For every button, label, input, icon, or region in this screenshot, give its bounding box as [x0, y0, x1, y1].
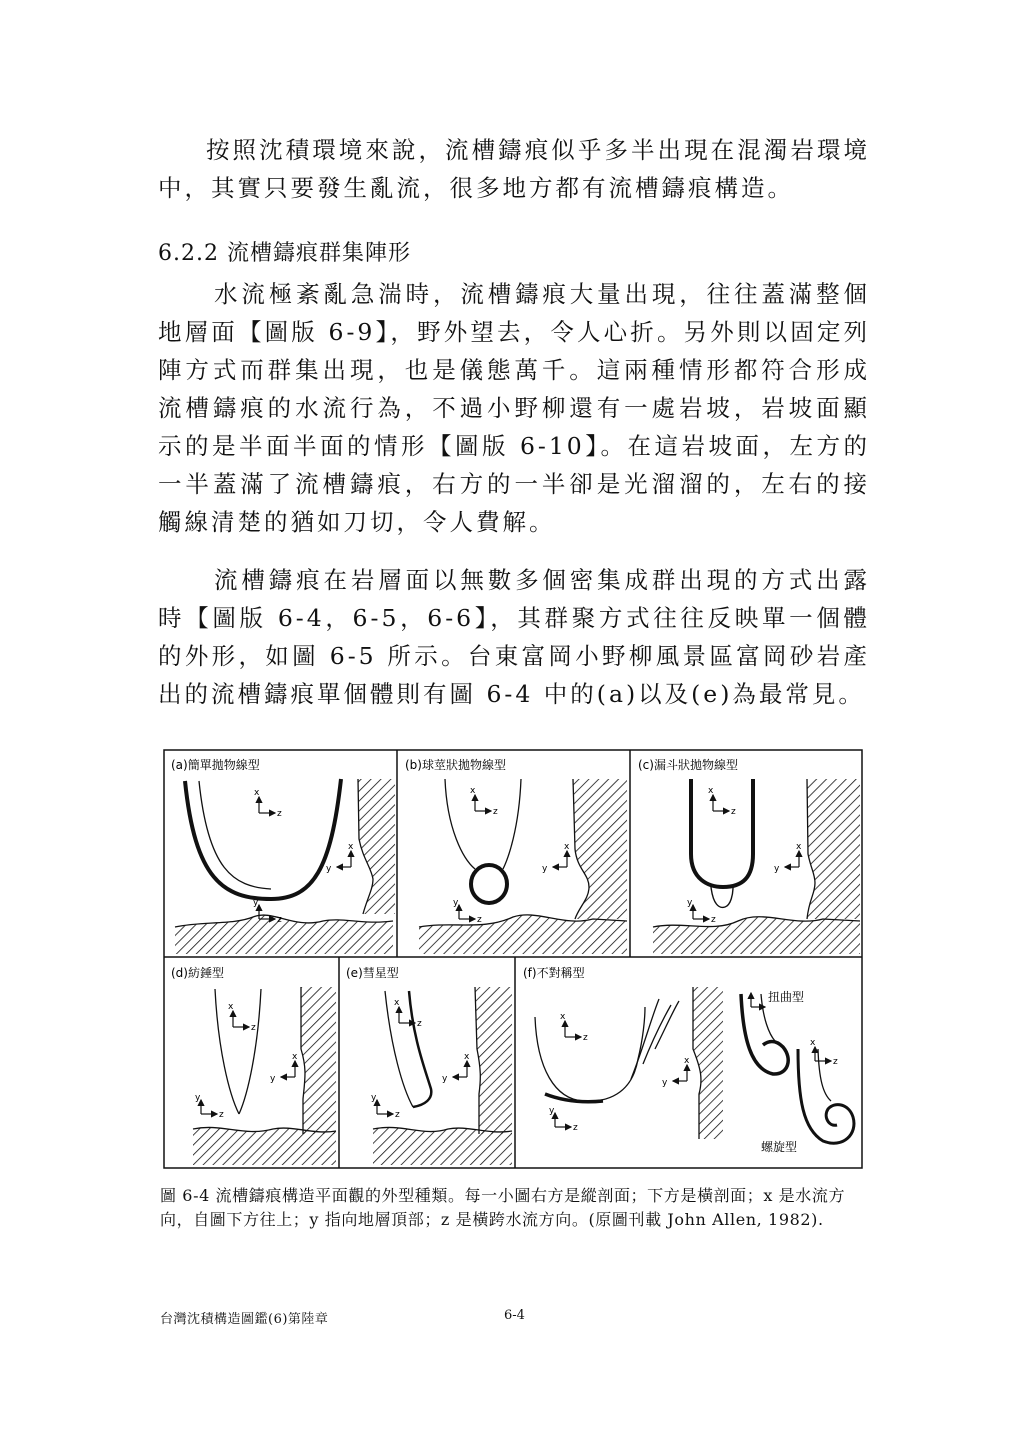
- axis-z-label: z: [251, 1023, 256, 1033]
- sublabel-twisted: 扭曲型: [768, 990, 805, 1004]
- panel-a-simple-parabolic: [175, 779, 395, 954]
- axis-z-label: z: [493, 807, 498, 817]
- axis-x-label: x: [560, 1012, 566, 1022]
- figure-flute-cast-types: [163, 749, 863, 1169]
- axis-y-label: y: [453, 898, 459, 908]
- panel-label-d: (d)紡錘型: [171, 966, 224, 980]
- axis-y-label: y: [195, 1093, 201, 1103]
- axis-z-label: z: [731, 807, 736, 817]
- section-heading: 6.2.2 流槽鑄痕群集陣形: [158, 241, 411, 266]
- axis-z-label: z: [573, 1123, 578, 1133]
- axis-y-label: y: [442, 1074, 448, 1084]
- paragraph-1: 按照沈積環境來說，流槽鑄痕似乎多半出現在混濁岩環境中，其實只要發生亂流，很多地方都有流槽鑄痕構造。: [158, 136, 870, 202]
- axis-z-label: z: [417, 1019, 422, 1029]
- panel-d-spindle: [193, 987, 336, 1165]
- panel-f-asymmetric: [535, 987, 854, 1143]
- panel-label-a: (a)簡單拋物線型: [171, 758, 260, 772]
- panel-label-b: (b)球莖狀拋物線型: [405, 758, 506, 772]
- axis-x-label: x: [810, 1038, 816, 1048]
- panel-label-e: (e)彗星型: [346, 966, 399, 980]
- axis-x-label: x: [796, 842, 802, 852]
- footer-page-number: 6-4: [504, 1308, 525, 1323]
- axis-x-label: x: [564, 842, 570, 852]
- axis-y-label: y: [662, 1078, 668, 1088]
- axis-x-label: x: [292, 1052, 298, 1062]
- axis-triads: [195, 786, 838, 1133]
- axis-y-label: y: [270, 1074, 276, 1084]
- axis-y-label: y: [253, 898, 259, 908]
- panel-label-c: (c)漏斗狀拋物線型: [638, 758, 738, 772]
- figure-caption: 圖 6-4 流槽鑄痕構造平面觀的外型種類。每一小圖右方是縱剖面；下方是橫剖面；x 是水流方向，自圖下方往上；y 指向地層頂部；z 是橫跨水流方向。(原圖刊載 John Allen, 1982).: [160, 1186, 846, 1229]
- axis-z-label: z: [477, 915, 482, 925]
- axis-z-label: z: [219, 1110, 224, 1120]
- axis-y-label: y: [687, 898, 693, 908]
- axis-z-label: z: [583, 1033, 588, 1043]
- axis-z-label: z: [277, 809, 282, 819]
- paragraph-3: 流槽鑄痕在岩層面以無數多個密集成群出現的方式出露時【圖版 6-4，6-5，6-6】，其群聚方式往往反映單一個體的外形，如圖 6-5 所示。台東富岡小野柳風景區富岡砂岩產出的流槽鑄痕單個體則有圖 6-4 中的(a)以及(e)為最常見。: [158, 566, 870, 708]
- axis-x-label: x: [470, 786, 476, 796]
- axis-y-label: y: [549, 1106, 555, 1116]
- axis-x-label: x: [254, 788, 260, 798]
- axis-z-label: z: [833, 1057, 838, 1067]
- axis-y-label: y: [774, 864, 780, 874]
- axis-z-label: z: [277, 915, 282, 925]
- axis-y-label: y: [371, 1093, 377, 1103]
- axis-x-label: x: [228, 1002, 234, 1012]
- axis-x-label: x: [394, 998, 400, 1008]
- axis-x-label: x: [708, 786, 714, 796]
- axis-x-label: x: [348, 842, 354, 852]
- axis-y-label: y: [326, 864, 332, 874]
- paragraph-2: 水流極紊亂急湍時，流槽鑄痕大量出現，往往蓋滿整個地層面【圖版 6-9】，野外望去，令人心折。另外則以固定列陣方式而群集出現，也是儀態萬千。這兩種情形都符合形成流槽鑄痕的水流行為，不過小野柳還有一處岩坡，岩坡面顯示的是半面半面的情形【圖版 6-10】。在這岩坡面，左方的一半蓋滿了流槽鑄痕，右方的一半卻是光溜溜的，左右的接觸線清楚的猶如刀切，令人費解。: [158, 280, 870, 536]
- axis-x-label: x: [684, 1056, 690, 1066]
- panel-c-funnel-parabolic: [653, 779, 860, 954]
- sublabel-spiral: 螺旋型: [761, 1140, 798, 1154]
- footer-book-title: 台灣沈積構造圖鑑(6)第陸章: [160, 1312, 329, 1327]
- axis-z-label: z: [711, 915, 716, 925]
- panel-b-bulbous-parabolic: [419, 779, 627, 954]
- axis-x-label: x: [464, 1052, 470, 1062]
- panel-label-f: (f)不對稱型: [523, 966, 585, 980]
- axis-y-label: y: [542, 864, 548, 874]
- axis-z-label: z: [395, 1110, 400, 1120]
